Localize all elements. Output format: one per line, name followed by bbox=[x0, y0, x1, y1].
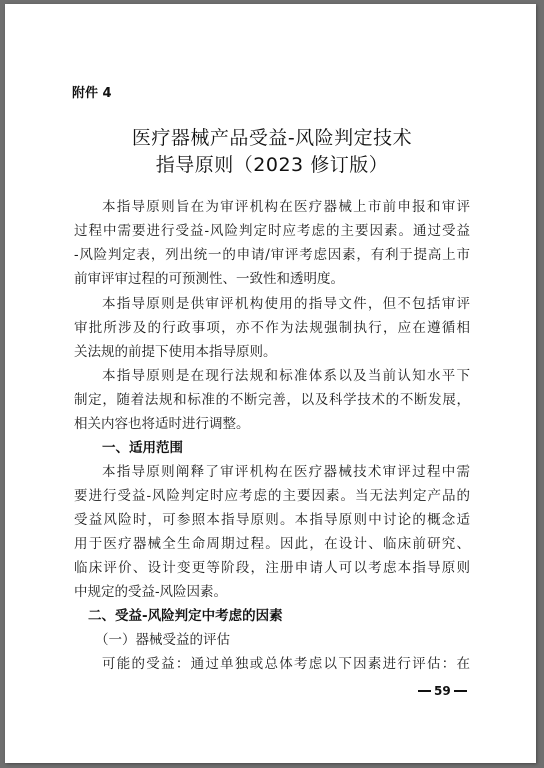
section-2-subheading: （一）器械受益的评估 bbox=[95, 632, 230, 648]
section-1-line-3: 受益风险时，可参照本指导原则。本指导原则中讨论的概念适 bbox=[74, 512, 470, 528]
paragraph-3-line-1: 本指导原则是在现行法规和标准体系以及当前认知水平下 bbox=[102, 368, 470, 384]
paragraph-2-line-3: 关法规的前提下使用本指导原则。 bbox=[74, 344, 277, 360]
paragraph-1-line-3: -风险判定表，列出统一的申请/审评考虑因素，有利于提高上市 bbox=[74, 247, 470, 263]
section-1-line-4: 用于医疗器械全生命周期过程。因此，在设计、临床前研究、 bbox=[74, 536, 470, 552]
paragraph-2-line-2: 审批所涉及的行政事项，亦不作为法规强制执行，应在遵循相 bbox=[74, 320, 470, 336]
page-number-left-dash bbox=[418, 690, 431, 692]
section-1-heading: 一、适用范围 bbox=[102, 440, 183, 456]
document-title-line-1: 医疗器械产品受益-风险判定技术 bbox=[131, 127, 413, 149]
attachment-label: 附件 4 bbox=[72, 86, 112, 101]
paragraph-1-line-4: 前审评审过程的可预测性、一致性和透明度。 bbox=[74, 271, 344, 287]
section-2-line-1: 可能的受益：通过单独或总体考虑以下因素进行评估：在 bbox=[102, 656, 470, 672]
page-number-right-dash bbox=[454, 690, 467, 692]
paragraph-1-line-2: 过程中需要进行受益-风险判定时应考虑的主要因素。通过受益 bbox=[74, 223, 470, 239]
page-number-value: 59 bbox=[434, 684, 451, 698]
paragraph-1-line-1: 本指导原则旨在为审评机构在医疗器械上市前申报和审评 bbox=[102, 199, 470, 215]
section-1-line-2: 要进行受益-风险判定时应考虑的主要因素。当无法判定产品的 bbox=[74, 488, 470, 504]
document-title-line-2: 指导原则（2023 修订版） bbox=[155, 154, 389, 176]
section-2-heading: 二、受益-风险判定中考虑的因素 bbox=[88, 608, 283, 624]
section-1-line-1: 本指导原则阐释了审评机构在医疗器械技术审评过程中需 bbox=[102, 464, 470, 480]
paragraph-3-line-2: 制定，随着法规和标准的不断完善，以及科学技术的不断发展， bbox=[74, 392, 470, 408]
section-1-line-6: 中规定的受益-风险因素。 bbox=[74, 584, 228, 600]
paragraph-2-line-1: 本指导原则是供审评机构使用的指导文件，但不包括审评 bbox=[102, 296, 470, 312]
page-number bbox=[418, 684, 478, 698]
paragraph-3-line-3: 相关内容也将适时进行调整。 bbox=[74, 416, 250, 432]
section-1-line-5: 临床评价、设计变更等阶段，注册申请人可以考虑本指导原则 bbox=[74, 560, 470, 576]
